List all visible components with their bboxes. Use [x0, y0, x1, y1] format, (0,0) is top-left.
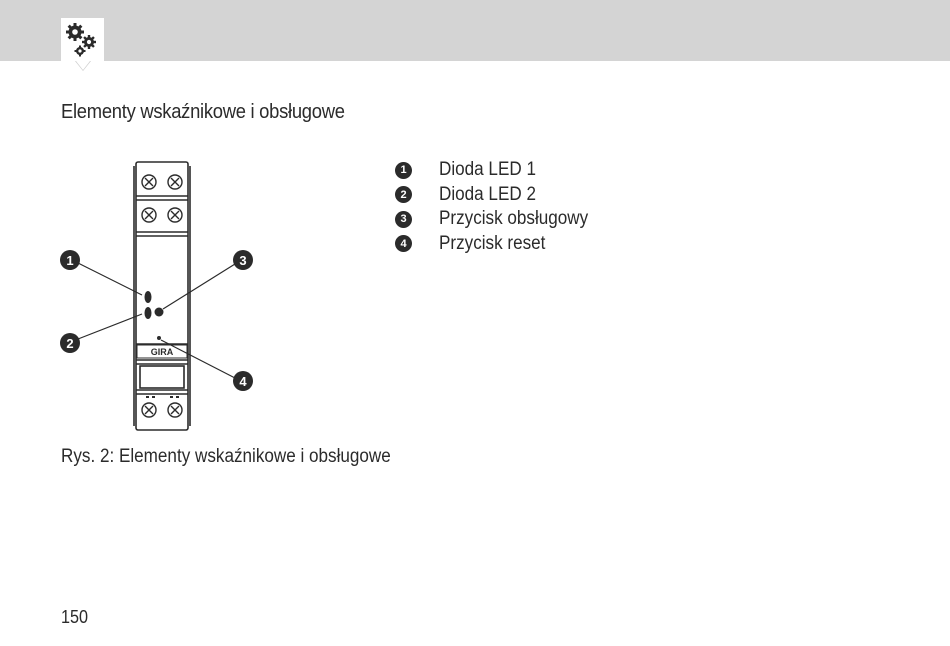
- terminal-screws-top: [142, 175, 182, 222]
- gears-icon: [61, 18, 104, 61]
- svg-text:4: 4: [239, 374, 247, 389]
- header-band: [0, 0, 950, 61]
- reset-button: [157, 336, 161, 340]
- gear-badge: [61, 18, 104, 61]
- terminal-screws-bottom: [142, 403, 182, 417]
- legend-item: [395, 183, 605, 208]
- legend-item: [395, 207, 605, 232]
- badge-pointer: [76, 61, 90, 70]
- legend-item: [395, 158, 605, 183]
- svg-text:3: 3: [239, 253, 247, 268]
- callout-3: [233, 250, 253, 270]
- legend-number: 1: [395, 162, 412, 179]
- page-number: 150: [61, 607, 89, 627]
- svg-text:2: 2: [66, 336, 74, 351]
- section-title: Elementy wskaźnikowe i obsługowe: [61, 101, 345, 123]
- svg-text:1: 1: [66, 253, 74, 268]
- callout-4: [233, 371, 253, 391]
- legend-number: 4: [395, 235, 412, 252]
- device-figure: [55, 155, 265, 435]
- operating-button: [155, 308, 164, 317]
- legend-label: Przycisk reset: [439, 232, 546, 254]
- legend-number: 3: [395, 211, 412, 228]
- legend-label: Dioda LED 2: [439, 183, 536, 205]
- legend-list: [395, 158, 605, 256]
- device-brand: GIRA: [150, 347, 174, 357]
- led-2: [145, 307, 152, 319]
- legend-item: [395, 232, 605, 257]
- legend-label: Dioda LED 1: [439, 159, 536, 181]
- led-1: [145, 291, 152, 303]
- legend-number: 2: [395, 186, 412, 203]
- callout-2: [60, 333, 80, 353]
- callout-1: [60, 250, 80, 270]
- figure-caption: Rys. 2: Elementy wskaźnikowe i obsługowe: [61, 446, 391, 467]
- legend-label: Przycisk obsługowy: [439, 208, 589, 230]
